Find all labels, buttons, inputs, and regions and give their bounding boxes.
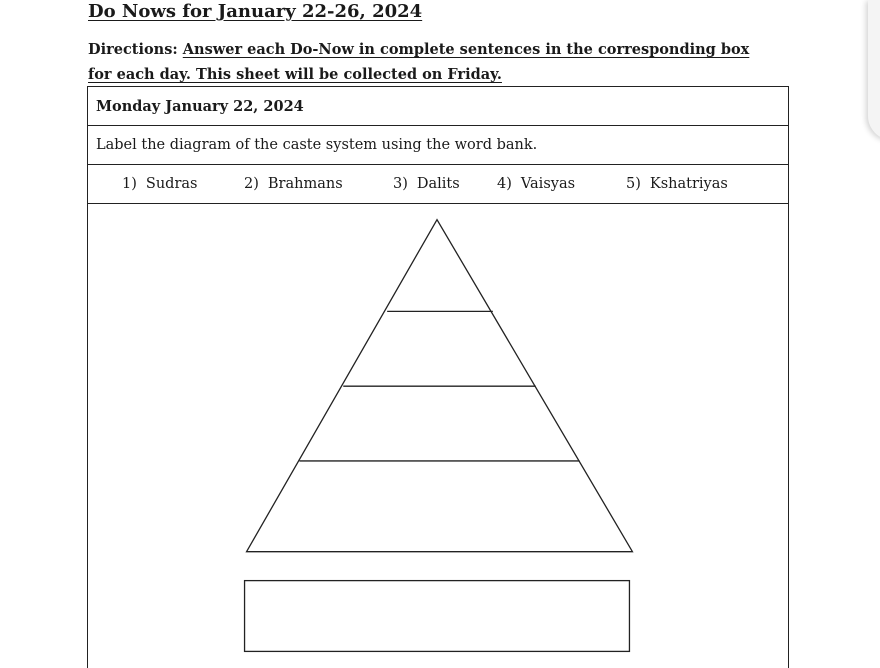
day-heading: Monday January 22, 2024 — [96, 97, 304, 115]
directions-label: Directions: — [88, 41, 178, 58]
page-title: Do Nows for January 22-26, 2024 — [88, 1, 423, 22]
scroll-side-tab[interactable] — [868, 0, 880, 140]
directions-text: Answer each Do-Now in complete sentences in the corresponding box for each day. This sheet will be collected on Friday. — [88, 41, 750, 83]
word-bank-number: 5) — [626, 176, 641, 192]
do-now-table — [87, 86, 789, 668]
word-bank-item-brahmans — [244, 165, 343, 203]
word-bank-item-vaisyas — [497, 165, 575, 203]
monday-prompt-row — [88, 126, 788, 165]
prompt-text: Label the diagram of the caste system using the word bank. — [96, 137, 538, 153]
answer-box[interactable] — [245, 581, 630, 652]
word-bank-word: Sudras — [145, 176, 198, 192]
word-bank-item-dalits — [393, 165, 460, 203]
word-bank-number: 4) — [497, 176, 512, 192]
word-bank-item-sudras — [122, 165, 197, 203]
word-bank-word: Kshatriyas — [649, 176, 728, 192]
word-bank-word: Brahmans — [267, 176, 343, 192]
word-bank-word: Vaisyas — [520, 176, 576, 192]
monday-heading-row — [88, 87, 788, 126]
word-bank-number: 3) — [393, 176, 408, 192]
word-bank-number: 2) — [244, 176, 259, 192]
caste-pyramid-diagram — [88, 204, 788, 668]
word-bank-row — [88, 165, 788, 204]
word-bank-item-kshatriyas — [626, 165, 728, 203]
word-bank-word: Dalits — [416, 176, 460, 192]
directions — [88, 37, 768, 87]
word-bank-number: 1) — [122, 176, 137, 192]
